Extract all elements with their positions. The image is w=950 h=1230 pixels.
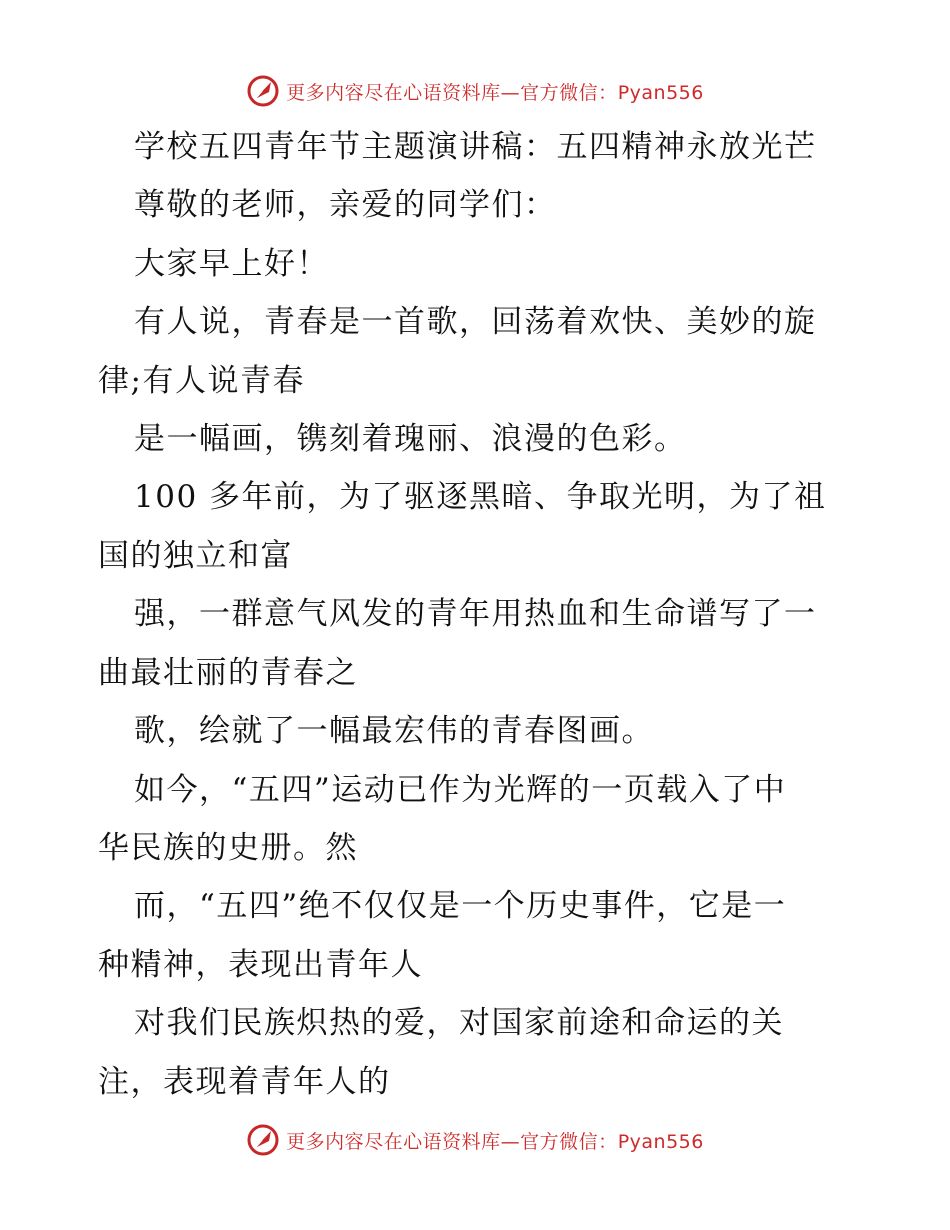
paragraph-line: 有人说，青春是一首歌，回荡着欢快、美妙的旋 — [134, 304, 817, 340]
paragraph-line: 华民族的史册。然 — [98, 830, 358, 866]
salutation: 尊敬的老师，亲爱的同学们： — [134, 187, 557, 223]
quill-logo-icon — [246, 74, 280, 108]
greeting: 大家早上好！ — [134, 246, 329, 282]
paragraph-line: 歌，绘就了一幅最宏伟的青春图画。 — [134, 713, 654, 749]
header-banner — [0, 71, 950, 111]
paragraph-line: 国的独立和富 — [98, 538, 293, 574]
paragraph-line: 种精神，表现出青年人 — [98, 947, 423, 983]
paragraph-line: 如今，“五四”运动已作为光辉的一页载入了中 — [134, 772, 787, 808]
paragraph-line: 强，一群意气风发的青年用热血和生命谱写了一 — [134, 596, 817, 632]
paragraph-line: 是一幅画，镌刻着瑰丽、浪漫的色彩。 — [134, 421, 687, 457]
paragraph-line: 对我们民族炽热的爱，对国家前途和命运的关 — [134, 1005, 784, 1041]
footer-banner — [0, 1120, 950, 1160]
paragraph-line: 律;有人说青春 — [98, 363, 305, 399]
document-title: 学校五四青年节主题演讲稿：五四精神永放光芒 — [134, 129, 817, 165]
paragraph-line: 100 多年前，为了驱逐黑暗、争取光明，为了祖 — [134, 479, 827, 515]
footer-brand-text: 更多内容尽在心语资料库—官方微信：Pyan556 — [286, 1130, 704, 1153]
header-brand-text: 更多内容尽在心语资料库—官方微信：Pyan556 — [286, 81, 704, 104]
quill-logo-icon — [246, 1123, 280, 1157]
paragraph-line: 曲最壮丽的青春之 — [98, 655, 358, 691]
paragraph-line: 而，“五四”绝不仅仅是一个历史事件，它是一 — [134, 888, 787, 924]
paragraph-line: 注，表现着青年人的 — [98, 1064, 391, 1100]
